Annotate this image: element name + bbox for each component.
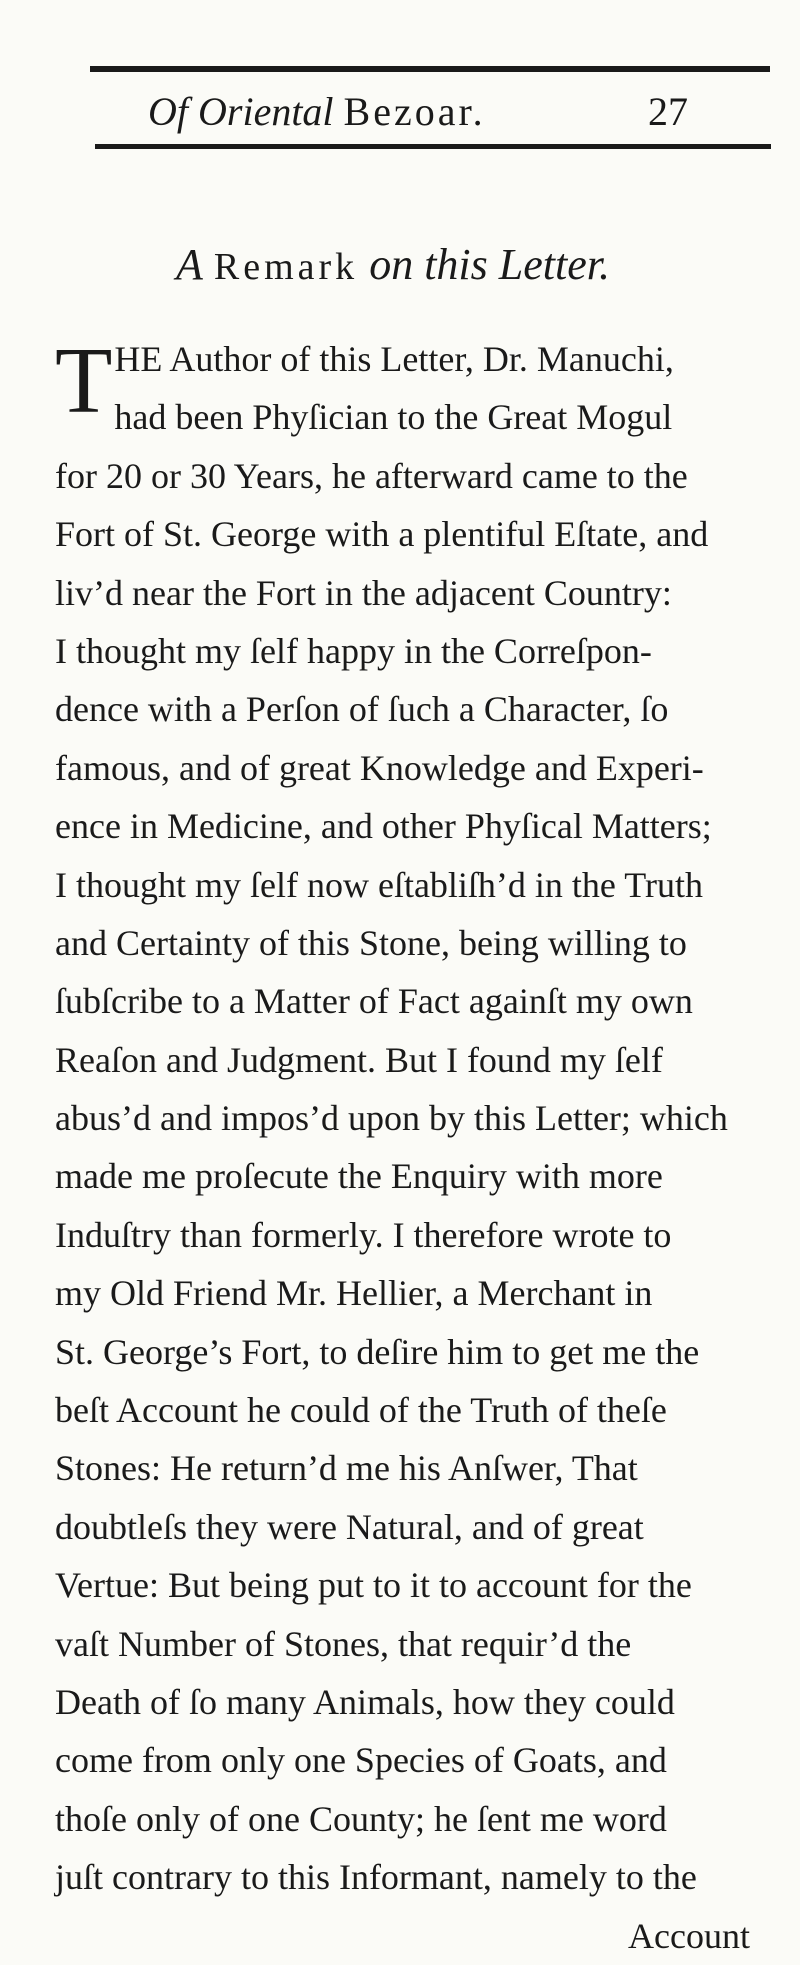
running-title-caps: Bezoar.	[343, 89, 486, 134]
text-line: famous, and of great Knowledge and Experi-	[55, 747, 704, 788]
text-line: I thought my ſelf now eſtabliſh’d in the Truth	[55, 864, 703, 905]
section-title-rest: on this Letter.	[369, 240, 610, 289]
text-line: doubtleſs they were Natural, and of great	[55, 1506, 644, 1547]
text-line: come from only one Species of Goats, and	[55, 1740, 667, 1781]
text-line: and Certainty of this Stone, being willing to	[55, 922, 687, 963]
header-rule	[95, 144, 771, 149]
text-line: liv’d near the Fort in the adjacent Country:	[55, 572, 672, 613]
section-title-remark: Remark	[213, 246, 359, 288]
text-line: for 20 or 30 Years, he afterward came to the	[55, 455, 688, 496]
text-line: I thought my ſelf happy in the Correſpon-	[55, 630, 652, 671]
drop-cap: T	[55, 329, 113, 433]
text-line: Fort of St. George with a plentiful Eſtate, and	[55, 514, 709, 555]
text-line: Death of ſo many Animals, how they could	[55, 1681, 675, 1722]
text-line: ſubſcribe to a Matter of Fact againſt my own	[55, 981, 693, 1022]
body-text	[55, 330, 770, 1965]
text-line: abus’d and impos’d upon by this Letter; which	[55, 1098, 728, 1139]
text-line: juſt contrary to this Informant, namely to the	[55, 1857, 697, 1898]
running-title	[148, 88, 486, 136]
text-line: my Old Friend Mr. Hellier, a Merchant in	[55, 1273, 653, 1314]
text-line: made me proſecute the Enquiry with more	[55, 1156, 663, 1197]
text-line: St. George’s Fort, to deſire him to get me the	[55, 1331, 700, 1372]
text-line: Vertue: But being put to it to account for the	[55, 1565, 692, 1606]
text-line: vaſt Number of Stones, that requir’d the	[55, 1623, 632, 1664]
catchword: Account	[628, 1915, 750, 1956]
text-line: Reaſon and Judgment. But I found my ſelf	[55, 1039, 663, 1080]
running-title-italic: Of Oriental	[148, 89, 334, 134]
page-number: 27	[648, 89, 688, 134]
section-title	[176, 238, 610, 294]
text-line: beſt Account he could of the Truth of theſe	[55, 1390, 667, 1431]
running-header	[148, 88, 748, 138]
text-line: thoſe only of one County; he ſent me word	[55, 1798, 667, 1839]
top-rule	[90, 66, 770, 72]
section-title-article: A	[176, 240, 203, 289]
text-line: had been Phyſician to the Great Mogul	[114, 397, 673, 438]
text-line: Stones: He return’d me his Anſwer, That	[55, 1448, 638, 1489]
text-line-content: HE Author of this Letter, Dr. Manuchi,	[114, 339, 674, 379]
text-line: Induſtry than formerly. I therefore wrote to	[55, 1214, 672, 1255]
text-line: dence with a Perſon of ſuch a Character, ſo	[55, 689, 669, 730]
text-line: ence in Medicine, and other Phyſical Matters;	[55, 806, 712, 847]
